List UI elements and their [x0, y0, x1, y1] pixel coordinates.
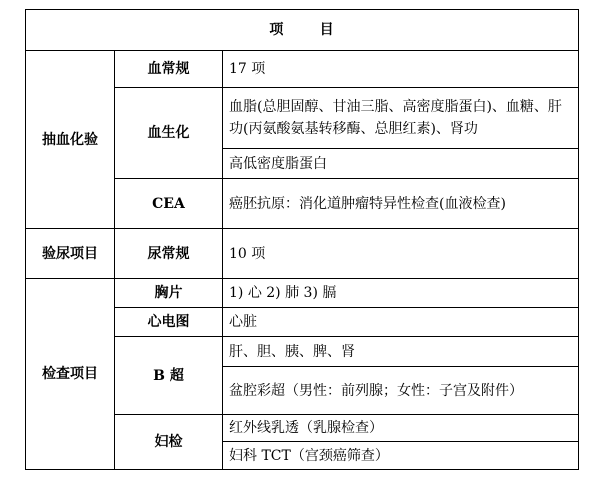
sub-item-urine-routine: 尿常规 — [115, 229, 223, 279]
item-cell: 肝、胆、胰、脾、肾 — [223, 337, 579, 367]
item-cell: 10 项 — [223, 229, 579, 279]
item-cell: 红外线乳透（乳腺检查） — [223, 415, 579, 442]
exam-items-table — [25, 9, 579, 470]
table-header-row — [26, 10, 579, 51]
item-cell: 1) 心 2) 肺 3) 膈 — [223, 279, 579, 308]
category-urine-test: 验尿项目 — [26, 229, 115, 279]
item-cell: 高低密度脂蛋白 — [223, 149, 579, 179]
sub-item-b-ultrasound: B 超 — [115, 337, 223, 415]
sub-item-blood-biochem: 血生化 — [115, 88, 223, 179]
sub-item-cea: CEA — [115, 179, 223, 229]
item-cell: 血脂(总胆固醇、甘油三脂、高密度脂蛋白)、血糖、肝功(丙氨酸氨基转移酶、总胆红素)、肾功 — [223, 88, 579, 149]
item-cell: 盆腔彩超（男性：前列腺；女性：子宫及附件） — [223, 367, 579, 415]
sub-item-blood-routine: 血常规 — [115, 51, 223, 88]
item-cell: 癌胚抗原：消化道肿瘤特异性检查(血液检查) — [223, 179, 579, 229]
item-cell: 妇科 TCT（宫颈癌筛查） — [223, 442, 579, 470]
category-exam-items: 检查项目 — [26, 279, 115, 470]
table-title: 项 目 — [26, 10, 579, 51]
table-row — [26, 51, 579, 88]
sub-item-chest-xray: 胸片 — [115, 279, 223, 308]
sub-item-ecg: 心电图 — [115, 308, 223, 337]
item-cell: 心脏 — [223, 308, 579, 337]
table-row — [26, 279, 579, 308]
item-cell: 17 项 — [223, 51, 579, 88]
table-row — [26, 229, 579, 279]
sub-item-gynecology: 妇检 — [115, 415, 223, 470]
category-blood-test: 抽血化验 — [26, 51, 115, 229]
